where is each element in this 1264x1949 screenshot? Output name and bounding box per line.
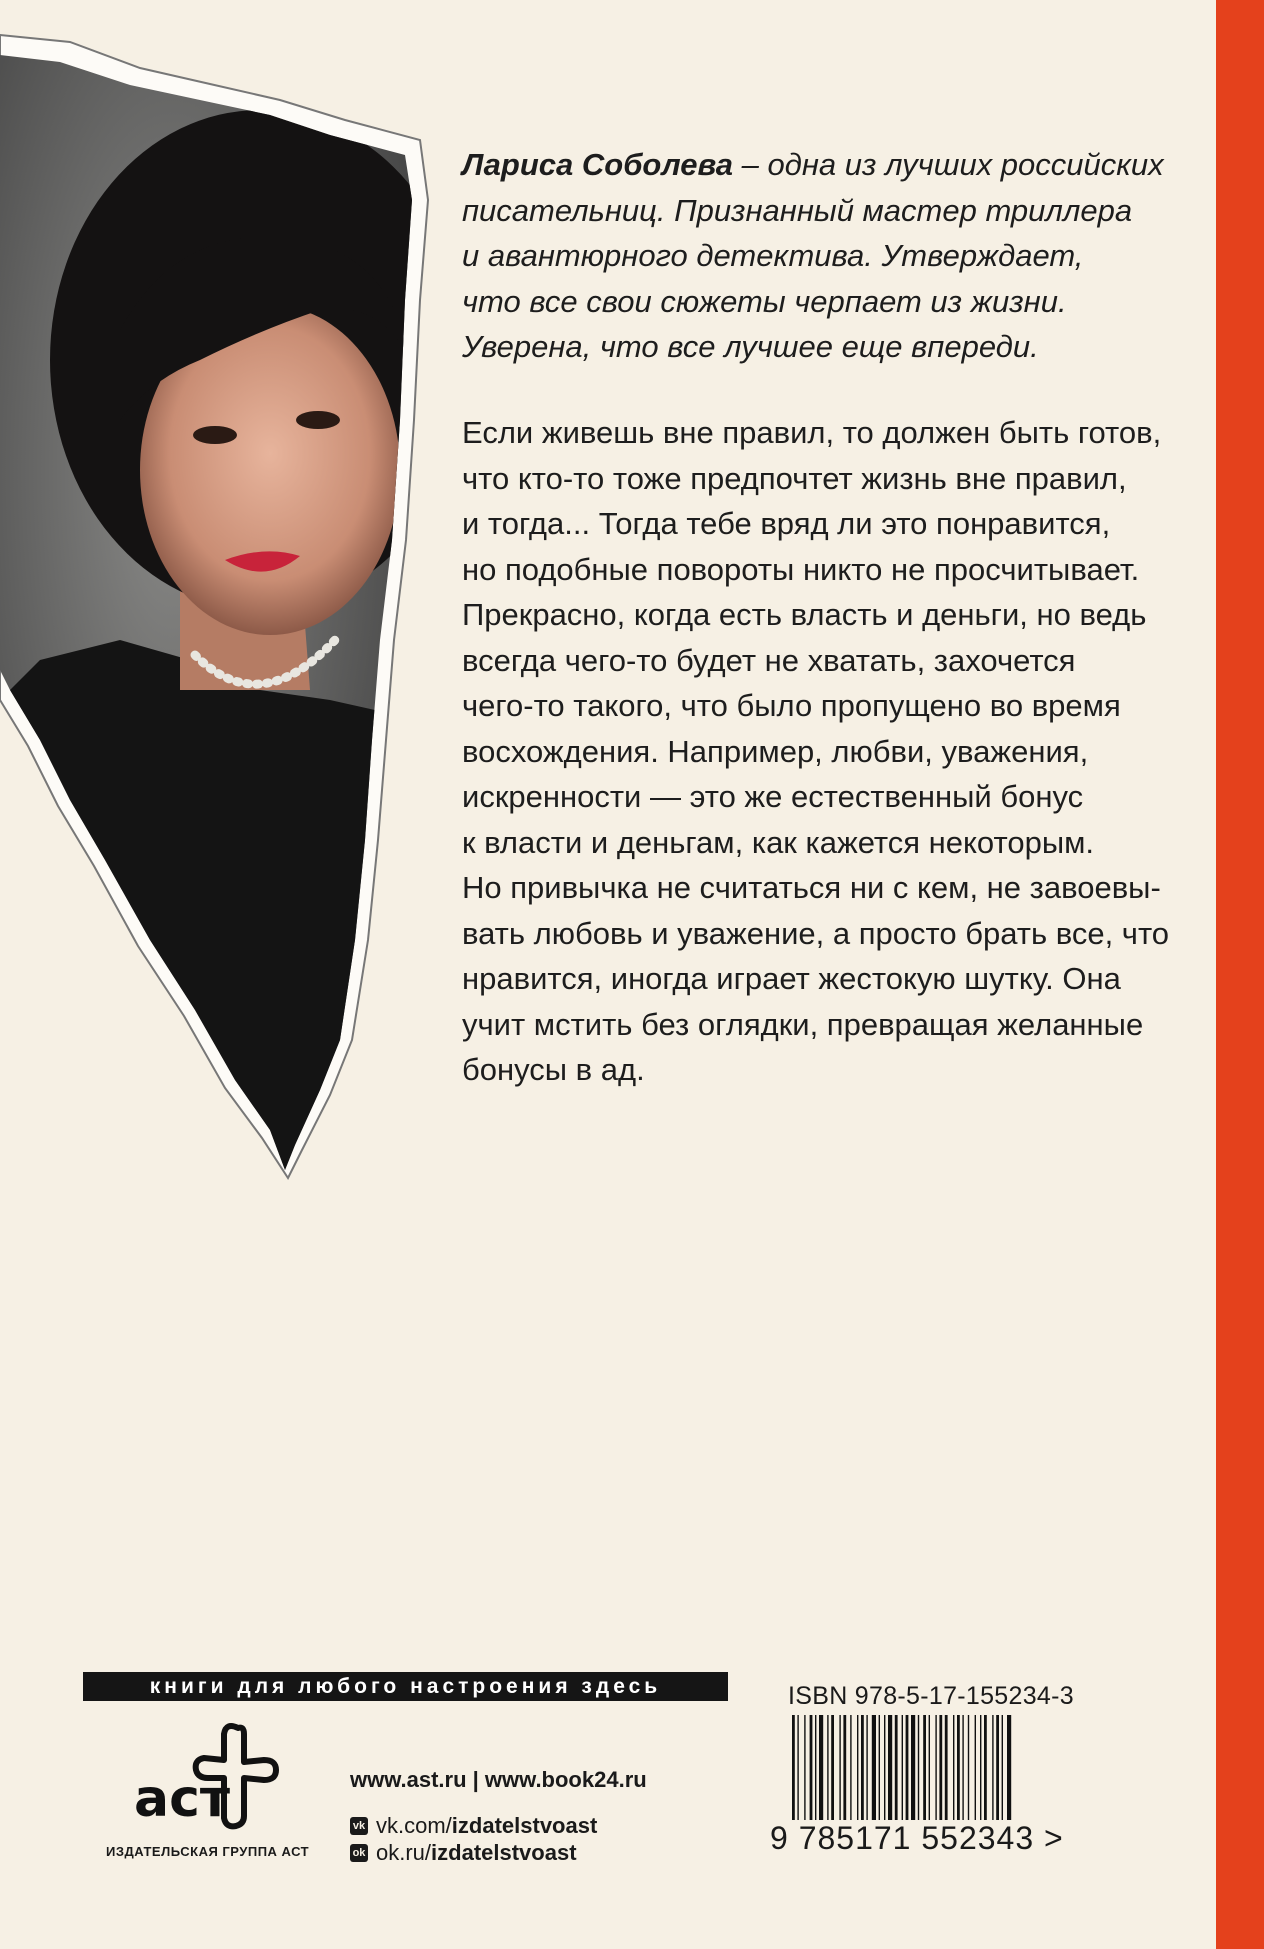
ok-link[interactable]: ok ok.ru/ izdatelstvoast [350, 1840, 577, 1866]
bio-line: что все свои сюжеты черпает из жизни. [462, 283, 1067, 319]
barcode-bar [895, 1715, 898, 1820]
barcode-bar [843, 1715, 846, 1820]
barcode-bar [815, 1715, 816, 1820]
barcode-bar [884, 1715, 885, 1820]
barcode-bar [827, 1715, 828, 1820]
author-bio [462, 142, 1162, 370]
blurb-line: Прекрасно, когда есть власть и деньги, но ведь [462, 597, 1147, 632]
barcode-bar [957, 1715, 960, 1820]
slogan-banner: книги для любого настроения здесь [83, 1672, 728, 1701]
blurb-line: но подобные повороты никто не просчитывает. [462, 551, 1140, 587]
barcode-bar [968, 1715, 969, 1820]
blurb-line: Но привычка не считаться ни с кем, не завоевы- [462, 870, 1161, 905]
bio-line: и авантюрного детектива. Утверждает, [462, 238, 1084, 273]
barcode-bar [911, 1715, 915, 1820]
blurb-line: и тогда... Тогда тебе вряд ли это понравится, [462, 506, 1111, 541]
barcode-bar [866, 1715, 867, 1820]
barcode-bar [1007, 1715, 1011, 1820]
barcode-bar [929, 1715, 930, 1820]
barcode-bar [804, 1715, 805, 1820]
barcode-bar [792, 1715, 795, 1820]
blurb-line: к власти и деньгам, как кажется некоторым. [462, 824, 1095, 860]
barcode-bar [888, 1715, 892, 1820]
blurb-line: нравится, иногда играет жестокую шутку. Она [462, 961, 1121, 996]
barcode-bar [861, 1715, 864, 1820]
spine-stripe [1216, 0, 1264, 1949]
barcode-bar [962, 1715, 963, 1820]
bio-line: Уверена, что все лучшее еще впереди. [462, 329, 1039, 364]
logo-text: аст [134, 1769, 231, 1829]
website-links[interactable]: www.ast.ru | www.book24.ru [350, 1767, 647, 1792]
barcode-bar [984, 1715, 987, 1820]
barcode-bar [923, 1715, 926, 1820]
barcode-bar [945, 1715, 948, 1820]
barcode-bar [918, 1715, 919, 1820]
barcode-bar [839, 1715, 840, 1820]
book-blurb [462, 410, 1170, 1093]
barcode-bar [1002, 1715, 1003, 1820]
barcode-bar [831, 1715, 834, 1820]
bio-line: Лариса Соболева – одна из лучших российских [462, 147, 1164, 182]
barcode-bar [953, 1715, 954, 1820]
ast-logo [126, 1720, 296, 1830]
author-name: Лариса Соболева [462, 147, 734, 182]
barcode-bar [810, 1715, 813, 1820]
blurb-line: искренности — это же естественный бонус [462, 779, 1084, 814]
barcode-bar [996, 1715, 999, 1820]
blurb-line: восхождения. Например, любви, уважения, [462, 733, 1089, 769]
barcode-bar [992, 1715, 993, 1820]
barcode-bar [850, 1715, 851, 1820]
blurb-line: всегда чего-то будет не хватать, захочется [462, 642, 1076, 678]
barcode-bar [902, 1715, 903, 1820]
barcode-bar [935, 1715, 936, 1820]
barcode-bar [906, 1715, 909, 1820]
blurb-line: что кто-то тоже предпочтет жизнь вне правил, [462, 460, 1127, 496]
blurb-line: чего-то такого, что было пропущено во время [462, 688, 1121, 723]
barcode-bar [797, 1715, 798, 1820]
barcode-bar [975, 1715, 976, 1820]
barcode-bar [819, 1715, 823, 1820]
isbn-label: ISBN 978-5-17-155234-3 [788, 1682, 1074, 1710]
barcode-bar [980, 1715, 981, 1820]
blurb-line: учит мстить без оглядки, превращая желанные [462, 1006, 1144, 1042]
odnoklassniki-icon: ok [350, 1844, 368, 1862]
publisher-name: ИЗДАТЕЛЬСКАЯ ГРУППА АСТ [106, 1844, 310, 1859]
author-portrait [0, 0, 430, 1180]
vk-icon: vk [350, 1817, 368, 1835]
bio-line: писательниц. Признанный мастер триллера [462, 192, 1133, 228]
blurb-line: Если живешь вне правил, то должен быть готов, [462, 415, 1162, 450]
blurb-line: бонусы в ад. [462, 1052, 645, 1087]
vk-link[interactable]: vk vk.com/ izdatelstvoast [350, 1813, 597, 1839]
barcode-bar [939, 1715, 942, 1820]
isbn-barcode [790, 1715, 1090, 1830]
barcode-bar [857, 1715, 858, 1820]
barcode-bar [872, 1715, 876, 1820]
barcode-digits: 9 785171 552343 > [770, 1820, 1064, 1856]
blurb-line: вать любовь и уважение, а просто брать все, что [462, 915, 1170, 951]
barcode-bar [879, 1715, 880, 1820]
